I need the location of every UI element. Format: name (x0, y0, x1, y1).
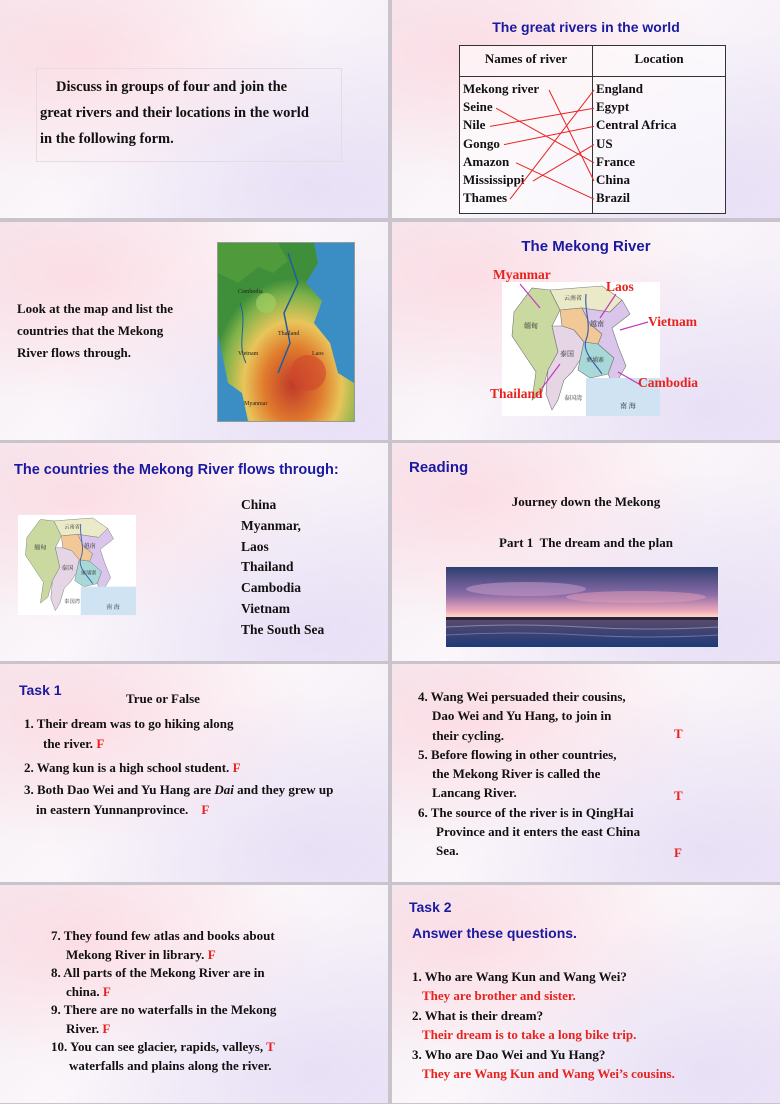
map-text-cambodia: 柬埔寨 (586, 358, 605, 364)
map-text-sea: 南 海 (106, 605, 120, 612)
tf-line: 7. They found few atlas and books about (51, 928, 275, 943)
map-text-myanmar: 缅甸 (524, 322, 538, 330)
tf-answer: F (674, 845, 682, 860)
tf-item (418, 745, 640, 803)
rivers-table (459, 45, 726, 214)
tf-line: 10. You can see glacier, rapids, valleys, (51, 1039, 264, 1054)
country-item: China (241, 497, 277, 512)
river-sunset-photo (446, 567, 718, 647)
instruction-text (40, 74, 345, 152)
map-label: Laos (312, 351, 324, 357)
tf-item (418, 803, 640, 861)
map-text-myanmar: 缅甸 (34, 545, 47, 552)
tf-item (51, 1038, 276, 1075)
river-name: Nile (463, 117, 486, 133)
tf-item (51, 964, 276, 1001)
location-name: Brazil (596, 190, 630, 206)
country-item: Laos (241, 538, 269, 554)
reading-subtitle: Journey down the Mekong (511, 494, 661, 509)
slide-reading (392, 443, 780, 661)
map-text-thailand: 泰国 (560, 350, 574, 358)
tf-line: Province and it enters the east China (436, 824, 641, 840)
instruction-line: Look at the map and list the (17, 301, 174, 316)
tf-answer: F (232, 760, 241, 775)
tf-line: Lancang River. (432, 785, 517, 801)
tf-item (24, 714, 384, 754)
tf-answer: F (102, 983, 111, 999)
map-text-vietnam: 越南 (590, 320, 604, 328)
tf-list (418, 687, 640, 861)
map-text-vietnam: 越南 (83, 543, 96, 550)
slide-title: The great rivers in the world (492, 19, 680, 35)
tf-line: River. (66, 1020, 100, 1036)
reading-part: Part 1 The dream and the plan (499, 535, 673, 550)
instruction-line: in the following form. (40, 131, 174, 147)
slide-tf-final (0, 885, 388, 1103)
map-text-cambodia: 柬埔寨 (80, 570, 97, 577)
river-name: Gongo (463, 135, 500, 151)
tf-line: Sea. (436, 843, 459, 859)
river-name: Mississippi (463, 172, 525, 188)
river-name: Thames (463, 190, 508, 206)
country-item: Myanmar, (241, 517, 301, 533)
column-header-names: Names of river (484, 51, 568, 66)
slide-task1 (0, 664, 388, 882)
tf-line: the river. (43, 736, 94, 751)
map-label: Myanmar (244, 401, 268, 407)
slide-task2 (392, 885, 780, 1103)
instruction-line: Discuss in groups of four and join the (56, 79, 288, 95)
slide-title: Reading (409, 459, 469, 476)
answer: They are brother and sister. (422, 988, 576, 1004)
tf-answer: F (207, 946, 216, 962)
label-pointer-lines (392, 222, 780, 440)
location-name: China (596, 172, 630, 188)
river-name: Seine (463, 99, 493, 115)
river-name: Mekong river (463, 81, 540, 96)
tf-answer: F (201, 802, 210, 817)
slide-mekong-river (392, 222, 780, 440)
qa-list (412, 967, 675, 1083)
tf-item (418, 687, 640, 745)
tf-item (51, 1001, 276, 1038)
label-vietnam: Vietnam (648, 314, 697, 329)
map-text-yunnan: 云南省 (64, 524, 80, 531)
location-name: Central Africa (596, 117, 677, 133)
location-name: France (596, 153, 635, 169)
slide-tf-continued (392, 664, 780, 882)
tf-line: 1. Their dream was to go hiking along (24, 716, 234, 731)
country-item: Vietnam (241, 600, 290, 616)
map-text-yunnan: 云南省 (564, 296, 583, 302)
tf-line: 9. There are no waterfalls in the Mekong (51, 1002, 277, 1017)
country-item: Cambodia (241, 580, 302, 596)
tf-line: china. (66, 983, 100, 999)
tf-list (24, 714, 384, 820)
tf-line: 2. Wang kun is a high school student. (24, 760, 230, 775)
river-name: Amazon (463, 153, 510, 169)
map-text-gulf: 泰国湾 (64, 599, 80, 606)
slide-title: The countries the Mekong River flows through: (14, 462, 339, 478)
instruction-line: River flows through. (17, 345, 131, 360)
map-text-gulf: 泰国湾 (564, 396, 583, 402)
tf-emphasis: Dai (214, 782, 234, 797)
question: 2. What is their dream? (412, 1007, 544, 1023)
task-heading: Answer these questions. (412, 925, 577, 941)
tf-line: and they grew up (233, 782, 334, 797)
tf-answer: T (674, 788, 683, 803)
tf-line: 3. Both Dao Wei and Yu Hang are (24, 782, 215, 797)
map-text-sea: 南 海 (620, 402, 636, 410)
label-thailand: Thailand (490, 386, 543, 401)
tf-line: 4. Wang Wei persuaded their cousins, (418, 689, 626, 704)
question: 3. Who are Dao Wei and Yu Hang? (412, 1046, 606, 1062)
location-name: Egypt (596, 99, 630, 115)
country-item: The South Sea (241, 621, 325, 637)
question: 1. Who are Wang Kun and Wang Wei? (412, 969, 627, 984)
location-name: England (596, 81, 643, 96)
slide-title: The Mekong River (521, 238, 651, 255)
country-item: Thailand (241, 559, 294, 575)
slide-discuss (0, 0, 388, 218)
match-line (510, 90, 594, 199)
tf-line: Dao Wei and Yu Hang, to join in (432, 708, 612, 724)
tf-answer: T (266, 1039, 275, 1054)
location-name: US (596, 135, 613, 151)
tf-list (51, 927, 276, 1075)
task-label: Task 2 (409, 899, 452, 915)
task-heading: True or False (126, 691, 200, 706)
column-header-location: Location (634, 51, 684, 66)
slide-countries-list (0, 443, 388, 661)
instruction-line: countries that the Mekong (17, 323, 164, 338)
tf-line: waterfalls and plains along the river. (69, 1057, 272, 1073)
tf-answer: F (96, 736, 105, 751)
relief-map-image (217, 242, 355, 422)
tf-item (24, 780, 384, 820)
tf-line: Mekong River in library. (66, 946, 205, 962)
small-country-map (18, 512, 136, 618)
label-laos: Laos (606, 279, 634, 294)
map-label: Thailand (278, 331, 300, 337)
tf-answer: F (102, 1020, 111, 1036)
label-myanmar: Myanmar (493, 267, 551, 282)
slide-look-map (0, 222, 388, 440)
match-line (504, 126, 594, 144)
map-text-thailand: 泰国 (61, 566, 74, 573)
tf-line: 6. The source of the river is in QingHai (418, 804, 634, 820)
tf-item (24, 758, 384, 778)
tf-line: 5. Before flowing in other countries, (418, 746, 617, 762)
tf-line: their cycling. (432, 727, 504, 743)
label-cambodia: Cambodia (638, 375, 699, 390)
task-label: Task 1 (19, 682, 62, 698)
slide-great-rivers (392, 0, 780, 218)
matching-lines (460, 46, 725, 213)
map-label: Cambodia (238, 289, 263, 295)
tf-line: the Mekong River is called the (432, 766, 601, 782)
tf-line: in eastern Yunnanprovince. (36, 802, 189, 817)
map-instruction (17, 298, 173, 364)
country-list (241, 495, 324, 641)
tf-item (51, 927, 276, 964)
map-label: Vietnam (238, 351, 259, 357)
tf-line: 8. All parts of the Mekong River are in (51, 965, 265, 980)
answer: Their dream is to take a long bike trip. (422, 1027, 637, 1043)
instruction-line: great rivers and their locations in the world (40, 105, 309, 121)
answer: They are Wang Kun and Wang Wei’s cousins. (422, 1066, 675, 1082)
tf-answer: T (674, 726, 683, 741)
